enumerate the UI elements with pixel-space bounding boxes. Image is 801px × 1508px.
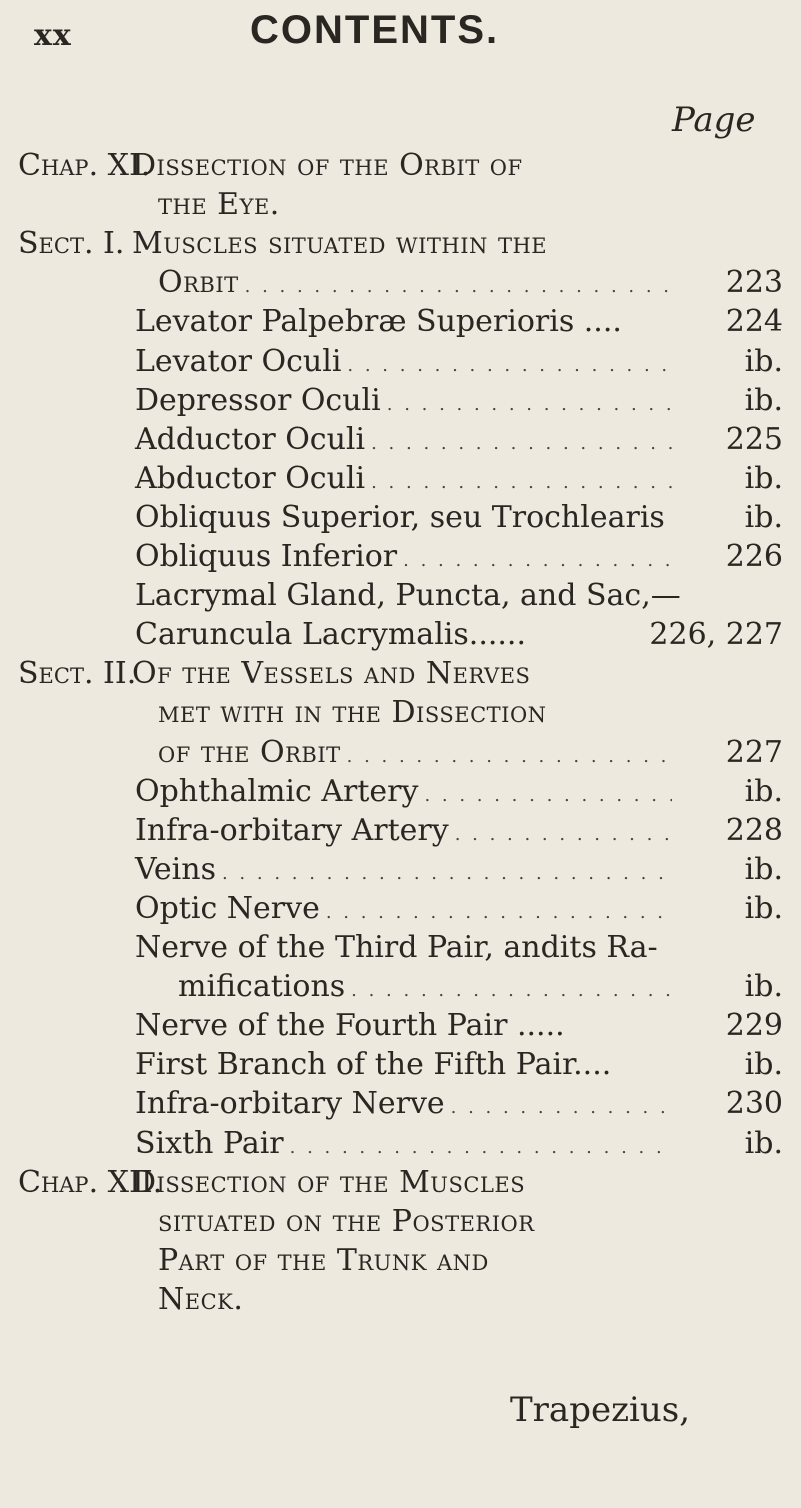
entry-title	[135, 774, 672, 809]
toc-entry	[0, 1204, 801, 1244]
page-ref: ib.	[744, 969, 783, 1005]
entry-title	[135, 383, 672, 418]
entry-title	[135, 539, 672, 574]
toc-entry	[0, 422, 801, 462]
dot-leader	[403, 550, 672, 571]
entry-text: Levator Oculi	[135, 343, 342, 379]
toc-entry	[0, 1243, 801, 1283]
page-ref: 230	[725, 1086, 783, 1122]
toc-entry	[0, 461, 801, 501]
toc-entry	[0, 695, 801, 735]
page-title: CONTENTS.	[250, 8, 500, 52]
page-ref: ib.	[744, 499, 783, 535]
page-ref: ib.	[744, 343, 783, 379]
page-ref: ib.	[744, 382, 783, 418]
entry-title: the Eye.	[158, 187, 280, 223]
toc-entry	[0, 813, 801, 853]
toc-entry	[0, 930, 801, 970]
toc-entry	[0, 969, 801, 1009]
catchword: Trapezius,	[510, 1390, 691, 1430]
entry-text: Obliquus Inferior	[135, 539, 398, 574]
entry-title	[158, 735, 672, 770]
toc-entry	[0, 539, 801, 579]
page-ref: ib.	[744, 460, 783, 496]
toc-entry	[0, 304, 801, 344]
dot-leader	[424, 785, 672, 806]
entry-title: Levator Palpebræ Superioris ....	[135, 304, 622, 340]
dot-leader	[451, 1097, 672, 1118]
entry-text: Ophthalmic Artery	[135, 773, 419, 809]
entry-text: Infra-orbitary Nerve	[135, 1086, 445, 1122]
page-number: xx	[34, 18, 72, 53]
entry-text: mifications	[178, 969, 346, 1005]
entry-title: met with in the Dissection	[158, 695, 547, 731]
entry-title: Caruncula Lacrymalis......	[135, 617, 526, 653]
section-label: Chap. XI.	[18, 148, 151, 183]
toc-entry	[0, 148, 801, 188]
toc-entry	[0, 774, 801, 814]
entry-text: Depressor Oculi	[135, 382, 381, 418]
page-ref: 228	[725, 812, 783, 848]
entry-title: Dissection of the Orbit of	[132, 148, 523, 183]
page-ref: 223	[725, 265, 783, 301]
dot-leader	[290, 1137, 672, 1158]
entry-text: of the Orbit	[158, 734, 341, 770]
entry-title	[178, 969, 672, 1004]
dot-leader	[371, 433, 672, 454]
toc-entry	[0, 226, 801, 266]
dot-leader	[245, 276, 672, 297]
toc-entry	[0, 500, 801, 540]
toc-entry	[0, 1008, 801, 1048]
entry-title: Muscles situated within the	[132, 226, 548, 262]
entry-title	[135, 1086, 672, 1121]
dot-leader	[326, 902, 672, 923]
dot-leader	[371, 472, 672, 493]
toc-entry	[0, 656, 801, 696]
dot-leader	[222, 863, 672, 884]
entry-title: First Branch of the Fifth Pair....	[135, 1047, 612, 1083]
entry-title	[135, 461, 672, 496]
entry-title: situated on the Posterior	[158, 1203, 535, 1239]
toc-entry	[0, 187, 801, 227]
entry-text: Sixth Pair	[135, 1125, 284, 1161]
section-label: Sect. II.	[18, 656, 137, 692]
toc-entry	[0, 1282, 801, 1322]
toc-entry	[0, 1047, 801, 1087]
page-ref: 226, 227	[649, 617, 783, 653]
dot-leader	[347, 355, 672, 376]
page-ref: 224	[725, 304, 783, 340]
entry-title	[135, 813, 672, 848]
entry-title	[135, 422, 672, 457]
entry-text: Orbit	[158, 265, 239, 301]
entry-text: Optic Nerve	[135, 890, 320, 926]
entry-title: Neck.	[158, 1281, 244, 1317]
page-ref: ib.	[744, 851, 783, 887]
entry-title: Of the Vessels and Nerves	[132, 656, 531, 692]
entry-title: Nerve of the Fourth Pair .....	[135, 1008, 565, 1044]
toc-entry	[0, 1165, 801, 1205]
entry-text: Infra-orbitary Artery	[135, 812, 449, 848]
entry-title: Nerve of the Third Pair, andits Ra-	[135, 930, 658, 965]
dot-leader	[455, 824, 672, 845]
page-ref: ib.	[744, 773, 783, 809]
entry-title	[158, 265, 672, 300]
toc-entry	[0, 617, 801, 657]
entry-text: Adductor Oculi	[135, 421, 366, 457]
entry-text: Veins	[135, 851, 216, 887]
page-ref: 229	[725, 1008, 783, 1044]
page-ref: ib.	[744, 890, 783, 926]
entry-text: Abductor Oculi	[135, 460, 366, 496]
toc-entry	[0, 265, 801, 305]
toc-entry	[0, 852, 801, 892]
page-ref: 226	[725, 539, 783, 574]
dot-leader	[387, 394, 672, 415]
entry-title: Part of the Trunk and	[158, 1242, 489, 1278]
entry-title: Obliquus Superior, seu Trochlearis	[135, 499, 665, 535]
entry-title: Dissection of the Muscles	[132, 1164, 526, 1200]
page-ref: 225	[725, 421, 783, 457]
entry-title: Lacrymal Gland, Puncta, and Sac,—	[135, 578, 681, 614]
section-label: Sect. I.	[18, 226, 125, 262]
page-column-label: Page	[672, 100, 756, 140]
toc-entry	[0, 344, 801, 384]
entry-title	[135, 891, 672, 926]
page-ref: 227	[725, 734, 783, 770]
entry-title	[135, 1126, 672, 1161]
page-ref: ib.	[744, 1047, 783, 1083]
section-label: Chap. XII.	[18, 1164, 163, 1200]
toc-entry	[0, 1126, 801, 1166]
toc-entry	[0, 383, 801, 423]
page-ref: ib.	[744, 1125, 783, 1161]
toc-entry	[0, 1086, 801, 1126]
dot-leader	[347, 746, 672, 767]
entry-title	[135, 344, 672, 379]
toc-entry	[0, 578, 801, 618]
toc-entry	[0, 891, 801, 931]
toc-entry	[0, 735, 801, 775]
dot-leader	[351, 980, 672, 1001]
entry-title	[135, 852, 672, 887]
